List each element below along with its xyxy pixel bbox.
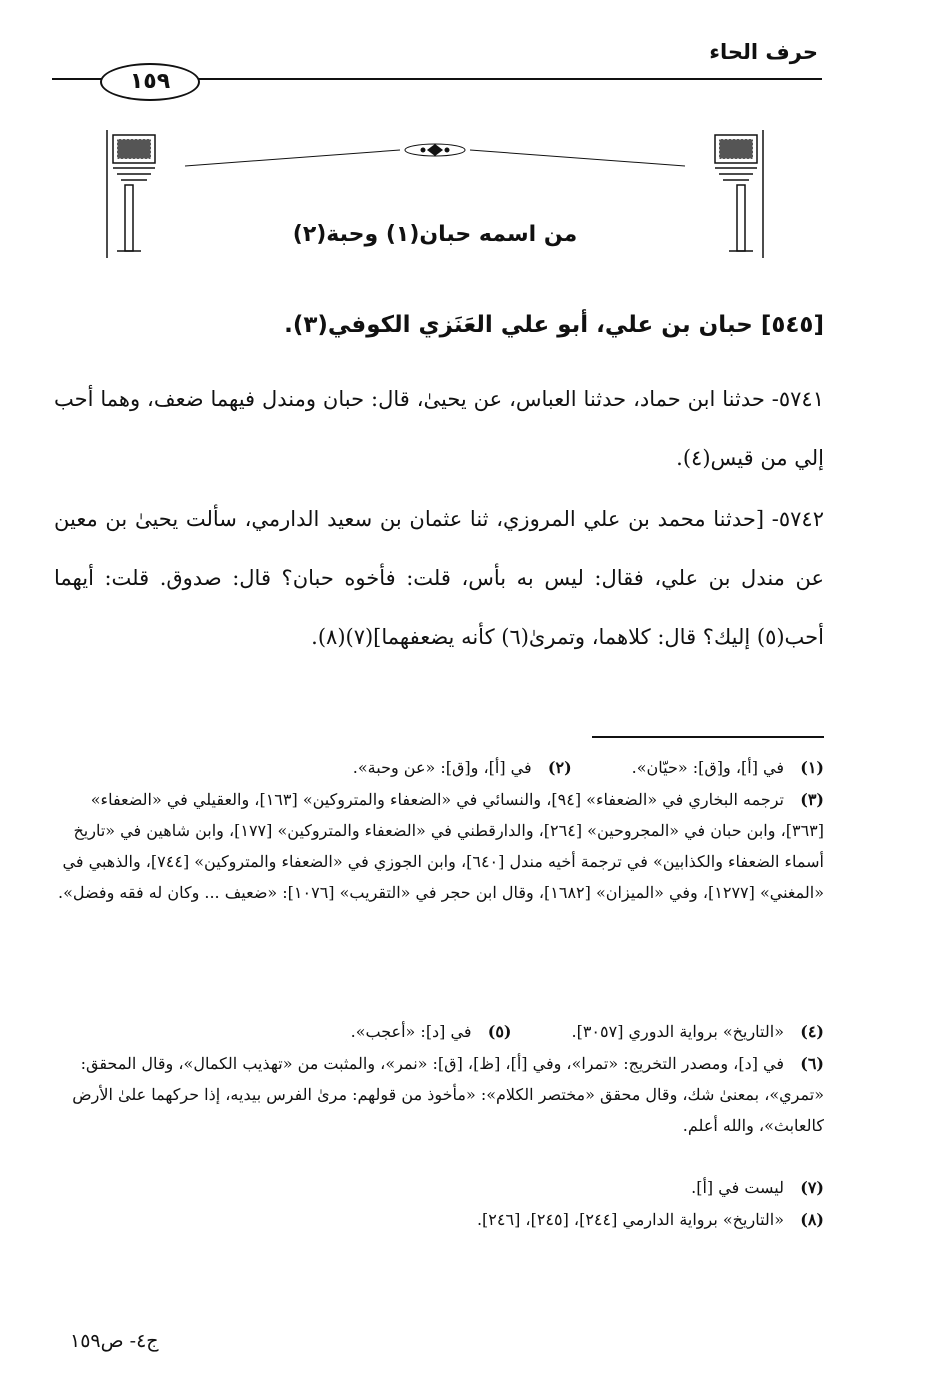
footnote-number: (١) (800, 758, 824, 777)
narration-5741: ٥٧٤١- حدثنا ابن حماد، حدثنا العباس، عن يحيىٰ، قال: حبان ومندل فيهما ضعف، وهما أحب إلي من قيس(٤). (54, 387, 824, 470)
footnote-number: (٨) (800, 1210, 824, 1229)
section-frame (105, 130, 765, 260)
footnote-3 (54, 784, 824, 908)
running-title: حرف الحاء (709, 40, 818, 64)
section-title: من اسمه حبان(١) وحبة(٢) (292, 222, 578, 247)
footnote-separator (592, 736, 824, 738)
footnote-number: (٦) (800, 1054, 824, 1073)
entry-heading: [٥٤٥] حبان بن علي، أبو علي العَنَزي الكوفي(٣). (284, 312, 824, 338)
footnote-text: ليست في [أ]. (691, 1178, 784, 1197)
footnote-number: (٥) (487, 1022, 512, 1041)
footnote-text: في [د]: «أعجب». (350, 1022, 472, 1041)
footnote-6 (54, 1048, 824, 1141)
footnote-7 (54, 1172, 824, 1203)
footnote-text: ترجمه البخاري في «الضعفاء» [٩٤]، والنسائي في «الضعفاء والمتروكين» [١٦٣]، والعقيلي في «الضعفاء» [٣٦٣]، وابن حبان في «المجروحين» [٢٦٤]، والدارقطني في «الضعفاء والمتروكين» [١٧٧]، وابن شاهين في «تاريخ أسماء الضعفاء والكذابين» في ترجمة أخيه مندل [٦٤٠]، وابن الجوزي في «الضعفاء والمتروكين» [٧٤٤]، والذهبي في «المغني» [١٢٧٧]، وفي «الميزان» [١٦٨٢]، وقال ابن حجر في «التقريب» [١٠٧٦]: «ضعيف ... وكان له فقه وفضل». (58, 790, 824, 902)
footnote-4-5 (54, 1016, 824, 1047)
page-number: ١٥٩ (100, 63, 200, 101)
footnote-number: (٧) (800, 1178, 824, 1197)
footnote-text: في [أ]، و[ق]: «عن وحبة». (352, 758, 532, 777)
footnote-number: (٤) (800, 1022, 824, 1041)
footnote-text: في [أ]، و[ق]: «حيّان». (631, 758, 784, 777)
footnote-number: (٣) (800, 790, 824, 809)
footnote-1-2 (54, 752, 824, 783)
footnote-text: «التاريخ» برواية الدارمي [٢٤٤]، [٢٤٥]، [٢٤٦]. (476, 1210, 784, 1229)
footnote-number: (٢) (547, 758, 572, 777)
footnote-text: «التاريخ» برواية الدوري [٣٠٥٧]. (571, 1022, 784, 1041)
narration-5742: ٥٧٤٢- [حدثنا محمد بن علي المروزي، ثنا عثمان بن سعيد الدارمي، سألت يحيىٰ بن معين عن مندل بن علي، فقال: ليس به بأس، قلت: فأخوه حبان؟ قال: صدوق. قلت: أيهما أحب(٥) إليك؟ قال: كلاهما، وتمرىٰ(٦) كأنه يضعفهما](٧)(٨). (54, 507, 824, 649)
volume-page-reference: ج٤- ص١٥٩ (70, 1330, 159, 1352)
footnote-8 (54, 1204, 824, 1235)
footnote-text: في [د]، ومصدر التخريج: «تمرا»، وفي [أ]، [ظ]، [ق]: «نمر»، والمثبت من «تهذيب الكمال»، وقال المحقق: «تمري»، بمعنىٰ شك، وقال محقق «مختصر الكلام»: «مأخوذ من قولهم: مرىٰ الفرس بيديه، إذا حركهما علىٰ الأرض كالعابث»، والله أعلم. (72, 1054, 824, 1135)
